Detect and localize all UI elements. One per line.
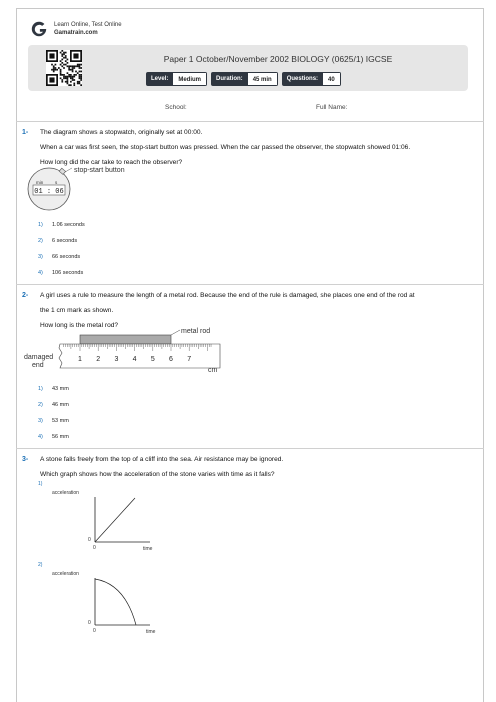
question-2-number: 2- (22, 292, 29, 299)
question-1-option-1[interactable] (38, 222, 85, 228)
ruler-body (59, 344, 220, 368)
paper-header (28, 45, 468, 91)
option-number: 1) (38, 386, 43, 392)
ruler-tick-label: 7 (187, 356, 192, 363)
graph-1-origin: 0 (88, 537, 91, 543)
question-2-option-2[interactable] (38, 402, 69, 408)
graph-2[interactable] (50, 566, 170, 638)
button-label: stop-start button (74, 167, 125, 174)
questions-badge (282, 72, 341, 86)
gamatrain-logo-icon (30, 20, 48, 38)
divider (16, 121, 484, 122)
option-number: 4) (38, 434, 43, 440)
stopwatch-reading: 01 : 06 (34, 188, 64, 196)
damaged-label: damaged (24, 354, 54, 361)
question-1-number: 1- (22, 129, 29, 136)
question-1-option-2[interactable] (38, 238, 77, 244)
duration-value: 45 min (248, 72, 278, 86)
graph-2-curve (95, 579, 136, 625)
unit-label: cm (208, 367, 218, 373)
option-text: 66 seconds (52, 254, 81, 260)
graph-1-ylabel: acceleration (52, 490, 79, 496)
option-text: 6 seconds (52, 238, 78, 244)
option-number: 1) (38, 222, 43, 228)
option-number: 4) (38, 270, 43, 276)
ruler-tick-label: 3 (114, 356, 119, 363)
question-2-option-4[interactable] (38, 434, 69, 440)
divider (16, 448, 484, 449)
option-number: 2) (38, 402, 43, 408)
graph-1-curve (95, 498, 135, 542)
question-1-line-2: When a car was first seen, the stop-start button was pressed. When the car passed the observer, the stopwatch showed 01:06. (40, 144, 411, 151)
graph-2-ylabel: acceleration (52, 571, 79, 577)
graph-2-number[interactable]: 2) (38, 562, 43, 568)
graph-1-number[interactable]: 1) (38, 481, 43, 487)
question-1-line-3: How long did the car take to reach the observer? (40, 159, 183, 166)
rod-pointer (171, 330, 180, 335)
brand (30, 20, 122, 38)
question-1-line-1: The diagram shows a stopwatch, originally set at 00:00. (40, 129, 203, 136)
question-3-text (40, 452, 470, 482)
question-2-option-1[interactable] (38, 386, 69, 392)
duration-label: Duration: (211, 72, 248, 86)
questions-value: 40 (323, 72, 341, 86)
graph-1-origin-x: 0 (93, 545, 96, 551)
option-text: 1.06 seconds (52, 222, 85, 228)
level-label: Level: (146, 72, 173, 86)
ruler-figure (22, 325, 232, 373)
ruler-tick-label: 4 (132, 356, 137, 363)
min-label: min (36, 180, 44, 185)
level-value: Medium (173, 72, 207, 86)
question-2-line-3: How long is the metal rod? (40, 322, 119, 329)
level-badge (146, 72, 207, 86)
button-pointer (65, 168, 72, 172)
question-3-number: 3- (22, 456, 29, 463)
questions-label: Questions: (282, 72, 323, 86)
option-text: 43 mm (52, 386, 69, 392)
option-text: 53 mm (52, 418, 69, 424)
graph-1-xlabel: time (143, 546, 153, 552)
duration-badge (211, 72, 278, 86)
stopwatch-figure (22, 163, 162, 213)
question-1-option-4[interactable] (38, 270, 83, 276)
divider (16, 284, 484, 285)
graph-2-origin-x: 0 (93, 628, 96, 634)
question-2-line-1: A girl uses a rule to measure the length of a metal rod. Because the end of the rule is damaged, she places one end of the rod at (40, 292, 415, 299)
full-name-field: Full Name: (316, 104, 348, 111)
metal-rod (80, 335, 171, 344)
ruler-tick-label: 1 (78, 356, 82, 363)
option-number: 3) (38, 418, 43, 424)
option-number: 2) (38, 238, 43, 244)
graph-2-origin: 0 (88, 620, 91, 626)
rod-label: metal rod (181, 328, 211, 335)
brand-tagline: Learn Online, Test Online (54, 22, 122, 28)
graph-2-xlabel: time (146, 629, 156, 635)
option-text: 106 seconds (52, 270, 84, 276)
graph-1[interactable] (50, 485, 170, 555)
question-2-option-3[interactable] (38, 418, 69, 424)
option-text: 46 mm (52, 402, 69, 408)
ruler-tick-label: 6 (169, 356, 173, 363)
paper-title: Paper 1 October/November 2002 BIOLOGY (0625/1) IGCSE (163, 54, 393, 64)
question-1-option-3[interactable] (38, 254, 80, 260)
ruler-tick-label: 2 (96, 356, 101, 363)
school-field: School: (165, 104, 187, 111)
seconds-label: s (55, 180, 58, 185)
option-number: 3) (38, 254, 43, 260)
ruler-tick-label: 5 (150, 356, 155, 363)
option-text: 56 mm (52, 434, 69, 440)
question-3-line-1: A stone falls freely from the top of a cliff into the sea. Air resistance may be ignored. (40, 456, 284, 463)
end-label: end (32, 362, 44, 369)
brand-site: Gamatrain.com (54, 30, 98, 36)
question-2-line-2: the 1 cm mark as shown. (40, 307, 114, 314)
question-3-line-2: Which graph shows how the acceleration of the stone varies with time as it falls? (40, 471, 275, 478)
